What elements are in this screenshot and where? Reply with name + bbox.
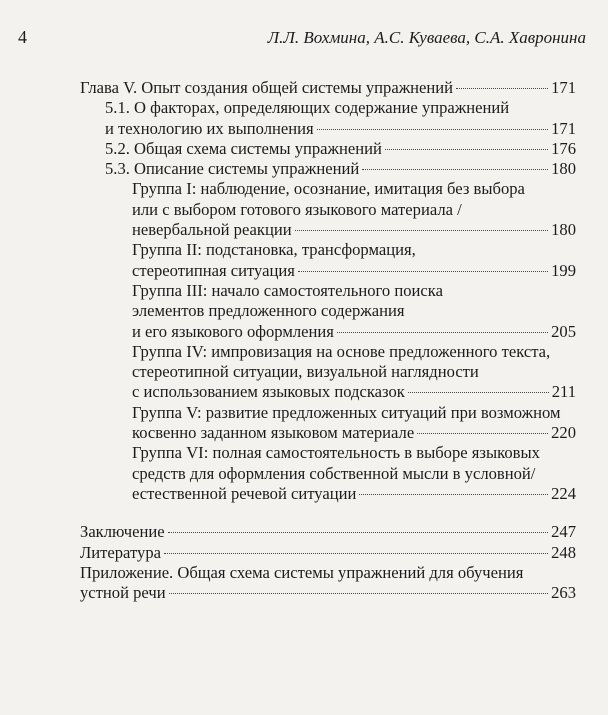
toc-line [132,240,576,260]
toc-entry-title: устной речи [80,583,166,603]
toc-entry-title: Группа II: подстановка, трансформация, [132,240,416,260]
toc-entry-title: невербальной реакции [132,220,292,240]
dot-leader [295,230,549,231]
toc-entry-title: Глава V. Опыт создания общей системы упражнений [80,78,454,97]
toc-entry-literature[interactable] [80,543,576,563]
toc-line [132,464,576,484]
toc-line [80,583,576,603]
toc-entry-section-5-1[interactable] [80,98,576,139]
toc-line [132,382,576,402]
toc-entry-group-1[interactable] [80,179,576,240]
toc-line [105,139,576,159]
toc-line [80,78,576,98]
toc-line [132,220,576,240]
toc-page-number: 180 [551,159,576,179]
toc-line [132,200,576,220]
toc-entry-group-6[interactable] [80,443,576,504]
dot-leader [298,271,548,272]
toc-line [105,159,576,179]
running-head-authors: Л.Л. Вохмина, А.С. Куваева, С.А. Хавронина [267,28,586,47]
dot-leader [168,532,548,533]
page-number: 4 [18,27,27,47]
toc-line [132,179,576,199]
toc-entry-section-5-2[interactable] [80,139,576,159]
toc-line [132,281,576,301]
toc-entry-title: Группа III: начало самостоятельного поиска [132,280,443,300]
toc-line [132,362,576,382]
toc-entry-title: или с выбором готового языкового материала / [132,199,462,219]
toc-line [132,261,576,281]
toc-entry-title: и его языкового оформления [132,321,334,341]
dot-leader [317,129,548,130]
toc-line [80,522,576,542]
toc-entry-appendix[interactable] [80,563,576,604]
toc-entry-title: 5.3. Описание системы упражнений [105,159,360,179]
toc-entry-title: Приложение. Общая схема системы упражнений для обучения [80,562,524,582]
toc-entry-title: 5.2. Общая схема системы упражнений [105,138,382,158]
toc-entry-group-5[interactable] [80,403,576,444]
toc-page-number: 205 [551,321,576,341]
toc-entry-title: стереотипная ситуация [132,260,295,280]
dot-leader [385,149,548,150]
toc-entry-title: и технологию их выполнения [105,118,314,138]
toc-entry-group-3[interactable] [80,281,576,342]
toc-entry-title: с использованием языковых подсказок [132,382,405,402]
toc-entry-group-4[interactable] [80,342,576,403]
toc-line [80,563,576,583]
toc-spacer [80,504,576,522]
dot-leader [359,494,548,495]
dot-leader [164,553,548,554]
dot-leader [337,332,548,333]
toc-line [80,543,576,563]
toc-entry-title: стереотипной ситуации, визуальной наглядности [132,362,479,382]
toc-entry-title: косвенно заданном языковом материале [132,423,415,443]
toc-entry-title: средств для оформления собственной мысли в условной/ [132,463,536,483]
toc-line [132,301,576,321]
dot-leader [408,392,549,393]
toc-line [132,403,576,423]
toc-line [105,119,576,139]
toc-page-number: 180 [551,220,576,240]
toc-page-number: 171 [551,118,576,138]
toc-page-number: 171 [551,78,576,97]
dot-leader [362,169,548,170]
toc-entry-title: Группа I: наблюдение, осознание, имитация без выбора [132,179,525,199]
toc-page-number: 176 [551,138,576,158]
toc-line [132,322,576,342]
toc-entry-title: Группа V: развитие предложенных ситуаций при возможном [132,402,561,422]
toc-line [132,484,576,504]
toc-page-number: 247 [551,522,576,542]
toc-entry-title: 5.1. О факторах, определяющих содержание упражнений [105,98,510,118]
toc-page-number: 263 [551,583,576,603]
toc-line [105,98,576,118]
toc-page-number: 199 [551,260,576,280]
toc-entry-section-5-3[interactable] [80,159,576,179]
dot-leader [456,88,548,89]
toc-entry-title: Группа IV: импровизация на основе предложенного текста, [132,341,551,361]
toc-page-number: 211 [551,382,576,402]
toc-line [132,342,576,362]
toc-line [132,423,576,443]
toc-entry-title: Группа VI: полная самостоятельность в выборе языковых [132,443,540,463]
toc-page-number: 220 [551,423,576,443]
dot-leader [417,433,548,434]
toc-entry-title: элементов предложенного содержания [132,301,405,321]
toc-entry-conclusion[interactable] [80,522,576,542]
table-of-contents [80,78,576,603]
toc-entry-chapter-5[interactable] [80,78,576,98]
toc-entry-group-2[interactable] [80,240,576,281]
toc-entry-title: Заключение [80,522,165,542]
toc-page-number: 248 [551,542,576,562]
toc-line [132,443,576,463]
toc-page-number: 224 [551,483,576,503]
toc-entry-title: естественной речевой ситуации [132,483,357,503]
dot-leader [169,593,549,594]
toc-entry-title: Литература [80,542,161,562]
